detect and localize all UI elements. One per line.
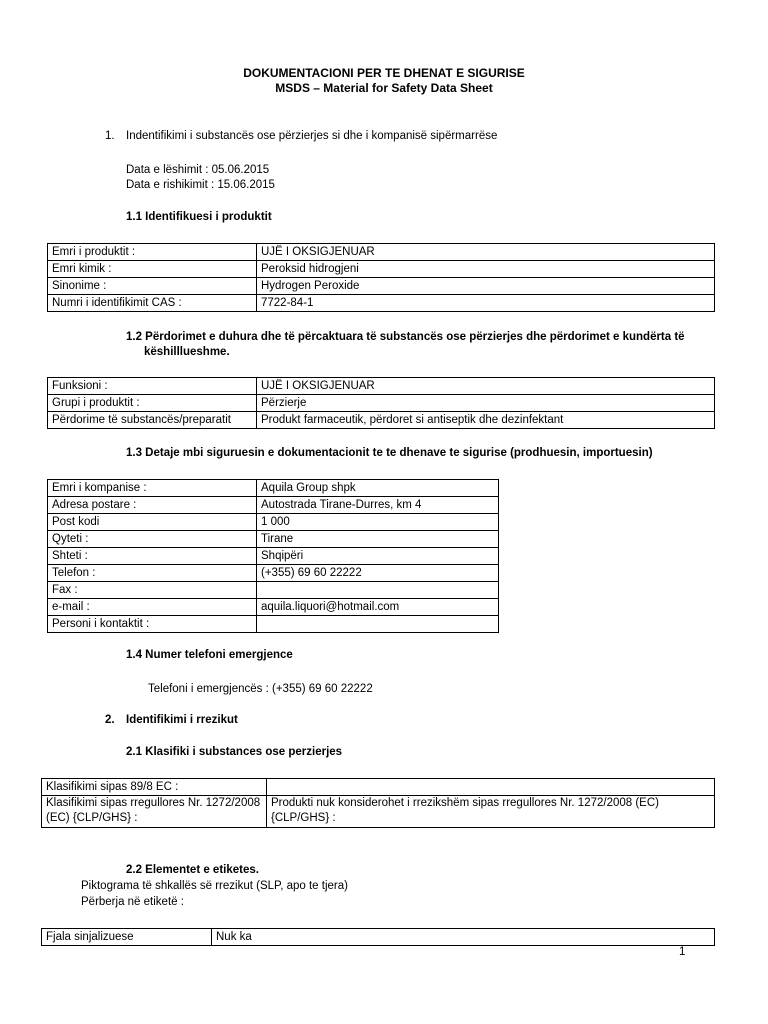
cell-value: Produkt farmaceutik, përdoret si antiseptik dhe dezinfektant xyxy=(257,412,715,429)
table-row xyxy=(48,497,499,514)
cell-label: Klasifikimi sipas rregullores Nr. 1272/2008 (EC) {CLP/GHS} : xyxy=(42,796,267,828)
emergency-phone: Telefoni i emergjencës : (+355) 69 60 22222 xyxy=(148,683,373,695)
issue-date: Data e lëshimit : 05.06.2015 xyxy=(126,164,270,176)
cell-value xyxy=(267,779,715,796)
cell-label: Telefon : xyxy=(48,565,257,582)
table-row xyxy=(42,929,715,946)
cell-value: 1 000 xyxy=(257,514,499,531)
cell-label: e-mail : xyxy=(48,599,257,616)
heading-1-2-cont: këshilllueshme. xyxy=(144,346,230,358)
pictogram-line: Piktograma të shkallës së rrezikut (SLP, apo te tjera) xyxy=(81,880,348,892)
table-row xyxy=(48,395,715,412)
cell-value: Tirane xyxy=(257,531,499,548)
label-composition-line: Përberja në etiketë : xyxy=(81,896,184,908)
cell-label: Klasifikimi sipas 89/8 EC : xyxy=(42,779,267,796)
classification-table xyxy=(41,778,715,828)
cell-label: Emri kimik : xyxy=(48,261,257,278)
section-1-title: Indentifikimi i substancës ose përzierjes si dhe i kompanisë sipërmarrëse xyxy=(126,130,498,142)
heading-2-2: 2.2 Elementet e etiketes. xyxy=(126,864,259,876)
cell-value: Produkti nuk konsiderohet i rrezikshëm sipas rregullores Nr. 1272/2008 (EC) {CLP/GHS} : xyxy=(267,796,715,828)
heading-2-1: 2.1 Klasifiki i substances ose perzierjes xyxy=(126,746,343,758)
table-row xyxy=(48,565,499,582)
cell-value: 7722-84-1 xyxy=(257,295,715,312)
table-row xyxy=(48,531,499,548)
supplier-table xyxy=(47,479,499,633)
cell-label: Emri i produktit : xyxy=(48,244,257,261)
cell-label: Fax : xyxy=(48,582,257,599)
table-row xyxy=(48,295,715,312)
cell-label: Funksioni : xyxy=(48,378,257,395)
cell-value: UJË I OKSIGJENUAR xyxy=(257,378,715,395)
cell-value: Peroksid hidrogjeni xyxy=(257,261,715,278)
heading-1-2: 1.2 Përdorimet e duhura dhe të përcaktuara të substancës ose përzierjes dhe përdorimet e kundërta të xyxy=(126,331,685,343)
cell-value: UJË I OKSIGJENUAR xyxy=(257,244,715,261)
cell-value: Nuk ka xyxy=(212,929,715,946)
table-row xyxy=(48,582,499,599)
cell-label: Numri i identifikimit CAS : xyxy=(48,295,257,312)
cell-label: Qyteti : xyxy=(48,531,257,548)
cell-value: Përzierje xyxy=(257,395,715,412)
cell-label: Shteti : xyxy=(48,548,257,565)
section-1-number: 1. xyxy=(105,130,115,142)
heading-1-3: 1.3 Detaje mbi siguruesin e dokumentacionit te te dhenave te sigurise (prodhuesin, importuesin) xyxy=(126,447,653,459)
cell-value: Hydrogen Peroxide xyxy=(257,278,715,295)
table-row xyxy=(42,796,715,828)
cell-label: Përdorime të substancës/preparatit xyxy=(48,412,257,429)
cell-label: Adresa postare : xyxy=(48,497,257,514)
cell-value xyxy=(257,616,499,633)
cell-label: Post kodi xyxy=(48,514,257,531)
document-title: DOKUMENTACIONI PER TE DHENAT E SIGURISE xyxy=(243,66,525,80)
table-row xyxy=(48,514,499,531)
table-row xyxy=(48,278,715,295)
table-row xyxy=(48,378,715,395)
signal-word-table xyxy=(41,928,715,946)
cell-label: Fjala sinjalizuese xyxy=(42,929,212,946)
cell-value: Aquila Group shpk xyxy=(257,480,499,497)
table-row xyxy=(48,412,715,429)
section-2-title: Identifikimi i rrezikut xyxy=(126,714,238,726)
section-2-number: 2. xyxy=(105,714,115,726)
table-row xyxy=(48,599,499,616)
table-row xyxy=(48,548,499,565)
document-subtitle: MSDS – Material for Safety Data Sheet xyxy=(275,81,493,95)
cell-value: (+355) 69 60 22222 xyxy=(257,565,499,582)
cell-value: aquila.liquori@hotmail.com xyxy=(257,599,499,616)
cell-value: Shqipëri xyxy=(257,548,499,565)
product-identifier-table xyxy=(47,243,715,312)
table-row xyxy=(48,261,715,278)
cell-value: Autostrada Tirane-Durres, km 4 xyxy=(257,497,499,514)
cell-label: Grupi i produktit : xyxy=(48,395,257,412)
cell-value xyxy=(257,582,499,599)
heading-1-4: 1.4 Numer telefoni emergjence xyxy=(126,649,293,661)
heading-1-1: 1.1 Identifikuesi i produktit xyxy=(126,211,272,223)
page-number: 1 xyxy=(679,946,686,958)
uses-table xyxy=(47,377,715,429)
cell-label: Emri i kompanise : xyxy=(48,480,257,497)
review-date: Data e rishikimit : 15.06.2015 xyxy=(126,179,275,191)
table-row xyxy=(42,779,715,796)
table-row xyxy=(48,616,499,633)
table-row xyxy=(48,480,499,497)
cell-label: Sinonime : xyxy=(48,278,257,295)
table-row xyxy=(48,244,715,261)
cell-label: Personi i kontaktit : xyxy=(48,616,257,633)
